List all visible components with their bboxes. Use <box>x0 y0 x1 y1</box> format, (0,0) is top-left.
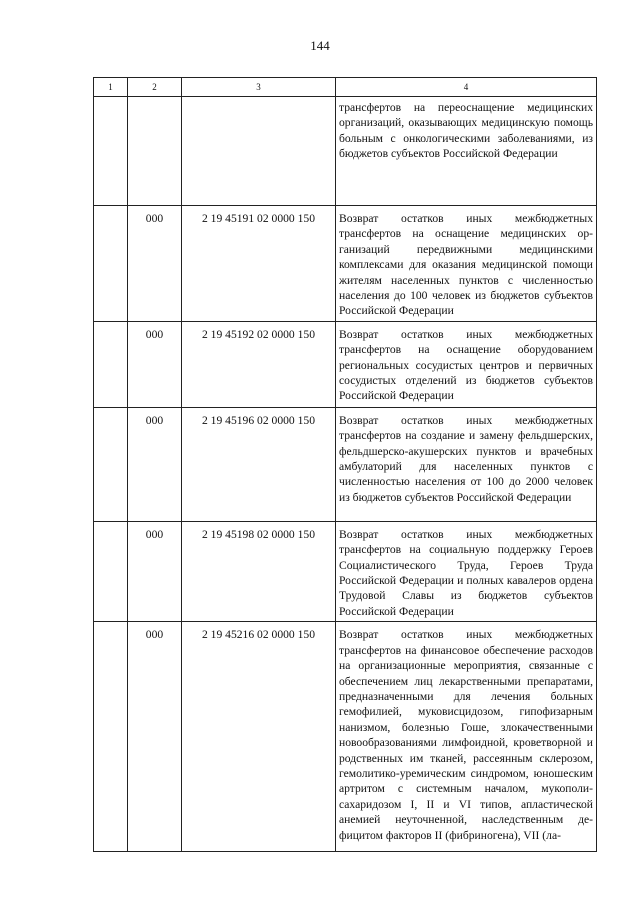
description-cell: трансфертов на переоснащение медицинских организаций, оказывающих медицинскую помощь больным с онкологическими заболеваниями, из бюджетов субъектов Российской Федерации <box>336 97 597 206</box>
table-row <box>94 407 597 521</box>
budget-code-cell: 2 19 45216 02 0000 150 <box>182 622 336 852</box>
admin-code-cell: 000 <box>128 206 182 322</box>
admin-code-cell: 000 <box>128 321 182 407</box>
row-empty-cell <box>94 321 128 407</box>
table-row <box>94 206 597 322</box>
row-empty-cell <box>94 206 128 322</box>
description-cell: Возврат остатков иных межбюджетных трансфертов на оснащение медицинских организаций передвижными медицинскими комплексами для оказания медицинской помощи жителям населенных пунктов с численностью населения до 100 человек из бюджетов субъектов Российской Федерации <box>336 206 597 322</box>
budget-code-cell: 2 19 45196 02 0000 150 <box>182 407 336 521</box>
table-header-row <box>94 78 597 97</box>
column-number-4: 4 <box>336 78 597 97</box>
row-empty-cell <box>94 97 128 206</box>
row-empty-cell <box>94 622 128 852</box>
admin-code-cell <box>128 97 182 206</box>
admin-code-cell: 000 <box>128 521 182 621</box>
admin-code-cell: 000 <box>128 407 182 521</box>
budget-code-cell: 2 19 45198 02 0000 150 <box>182 521 336 621</box>
description-cell: Возврат остатков иных межбюджетных трансфертов на социальную поддержку Героев Социалистического Труда, Героев Труда Российской Федерации и полных кавалеров ордена Трудовой Славы из бюджетов субъектов Российской Федерации <box>336 521 597 621</box>
row-empty-cell <box>94 407 128 521</box>
column-number-3: 3 <box>182 78 336 97</box>
description-cell: Возврат остатков иных межбюджетных трансфертов на оснащение оборудованием региональных сосудистых центров и первичных сосудистых отделений из бюджетов субъектов Российской Федерации <box>336 321 597 407</box>
column-number-2: 2 <box>128 78 182 97</box>
budget-code-table <box>93 77 597 852</box>
budget-code-cell: 2 19 45192 02 0000 150 <box>182 321 336 407</box>
admin-code-cell: 000 <box>128 622 182 852</box>
description-cell: Возврат остатков иных межбюджетных трансфертов на создание и замену фельдшерских, фельдшерско-акушерских пунктов и врачебных амбулаторий для населенных пунктов с численностью населения от 100 до 2000 человек из бюджетов субъектов Российской Федерации <box>336 407 597 521</box>
table-row <box>94 622 597 852</box>
description-cell: Возврат остатков иных межбюджетных трансфертов на финансовое обеспечение расходов на организационные мероприятия, связанные с обеспечением лиц лекарственными препаратами, предназначенными для лечения больных гемофилией, муковисцидозом, гипофизарным нанизмом, болезнью Гоше, злокачественными новообразованиями лимфоидной, кроветворной и родственных им тканей, рассеянным склерозом, гемолитико-уремическим синдромом, юношеским артритом с системным началом, мукополисахаридозом I, II и VI типов, апластической анемией неуточненной, наследственным дефицитом факторов II (фибриногена), VII (ла- <box>336 622 597 852</box>
budget-code-cell <box>182 97 336 206</box>
column-number-1: 1 <box>94 78 128 97</box>
row-empty-cell <box>94 521 128 621</box>
page-number: 144 <box>310 38 330 53</box>
table-row <box>94 521 597 621</box>
budget-code-cell: 2 19 45191 02 0000 150 <box>182 206 336 322</box>
table-row <box>94 321 597 407</box>
table-row <box>94 97 597 206</box>
